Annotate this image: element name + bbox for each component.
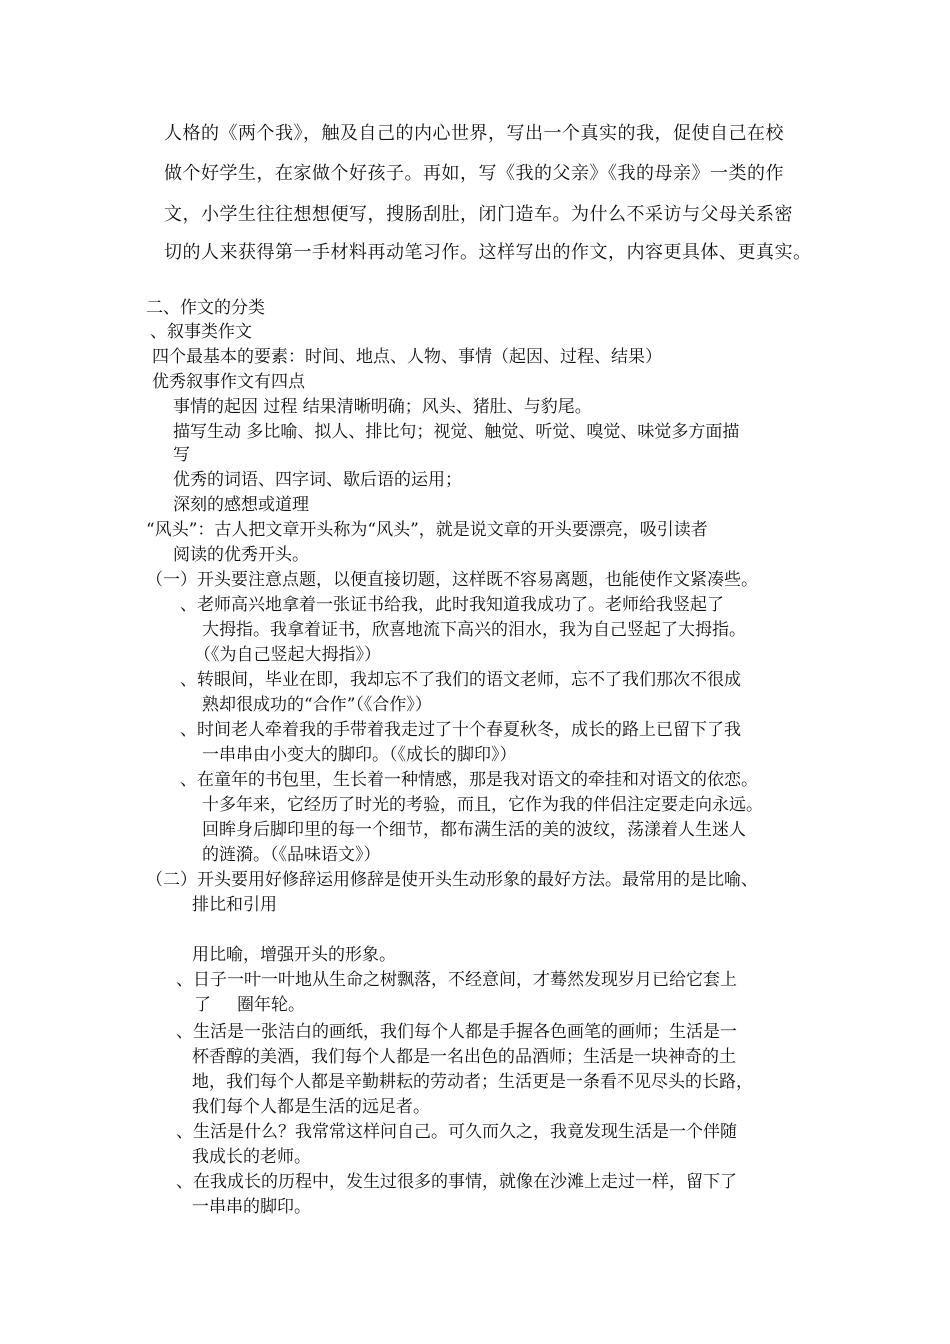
example-line: 熟却很成功的“合作”（《合作》） (202, 695, 432, 715)
point-item: 优秀的词语、四字词、歇后语的运用； (173, 470, 462, 490)
intro-line: 做个好学生，在家做个好孩子。再如，写《我的父亲》《我的母亲》一类的作 (164, 163, 784, 184)
example-line: 、转眼间，毕业在即，我却忘不了我们的语文老师，忘不了我们那次不很成 (180, 670, 741, 690)
example-line: 、日子一叶一叶地从生命之树飘落，不经意间，才蓦然发现岁月已给它套上 (176, 970, 737, 990)
example-line: 大拇指。我拿着证书，欣喜地流下高兴的泪水，我为自己竖起了大拇指。 (202, 620, 746, 640)
example-line: 一串串由小变大的脚印。（《成长的脚印》） (202, 745, 517, 765)
fengtou-line: “风头”：古人把文章开头称为“风头”，就是说文章的开头要漂亮，吸引读者 (146, 520, 708, 540)
example-line: 、时间老人牵着我的手带着我走过了十个春夏秋冬，成长的路上已留下了我 (180, 720, 741, 740)
example-line: 、生活是一张洁白的画纸，我们每个人都是手握各色画笔的画师；生活是一 (176, 1022, 737, 1042)
example-line: 杯香醇的美酒，我们每个人都是一名出色的品酒师；生活是一块神奇的土 (192, 1047, 736, 1067)
example-line: 、在我成长的历程中，发生过很多的事情，就像在沙滩上走过一样，留下了 (176, 1172, 737, 1192)
example-line: 我成长的老师。 (192, 1147, 311, 1167)
example-line: 的涟漪。（《品味语文》） (202, 845, 381, 865)
example-fragment: 了 (194, 995, 211, 1015)
example-line: 、生活是什么？我常常这样问自己。可久而久之，我竟发现生活是一个伴随 (176, 1122, 737, 1142)
example-line: 一串串的脚印。 (192, 1197, 311, 1217)
point-item: 深刻的感想或道理 (173, 495, 309, 515)
subsection-heading: 、叙事类作文 (150, 322, 252, 342)
four-points-title: 优秀叙事作文有四点 (152, 372, 305, 392)
fengtou-line: 阅读的优秀开头。 (173, 545, 309, 565)
example-line: 回眸身后脚印里的每一个细节，都布满生活的美的波纹，荡漾着人生迷人 (202, 820, 746, 840)
example-line: 我们每个人都是生活的远足者。 (192, 1097, 430, 1117)
part2-heading-cont: 排比和引用 (192, 895, 277, 915)
example-fragment: 圈年轮。 (237, 995, 305, 1015)
metaphor-title: 用比喻，增强开头的形象。 (192, 945, 396, 965)
point-item-cont: 写 (173, 445, 190, 465)
intro-line: 文，小学生往往想想便写，搜肠刮肚，闭门造车。为什么不采访与父母关系密 (164, 204, 793, 225)
part1-heading: （一）开头要注意点题，以便直接切题，这样既不容易离题，也能使作文紧凑些。 (146, 570, 758, 590)
point-item: 描写生动 多比喻、拟人、排比句；视觉、触觉、听觉、嗅觉、味觉多方面描 (173, 422, 740, 442)
example-line (194, 995, 305, 1015)
example-line: 十多年来，它经历了时光的考验，而且，它作为我的伴侣注定要走向永远。 (202, 795, 763, 815)
part2-heading: （二）开头要用好修辞运用修辞是使开头生动形象的最好方法。最常用的是比喻、 (146, 870, 758, 890)
point-item: 事情的起因 过程 结果清晰明确；风头、猪肚、与豹尾。 (173, 397, 592, 417)
example-line: 、在童年的书包里，生长着一种情感，那是我对语文的牵挂和对语文的依恋。 (180, 770, 758, 790)
example-line: 地，我们每个人都是辛勤耕耘的劳动者；生活更是一条看不见尽头的长路， (192, 1072, 753, 1092)
example-line: 、老师高兴地拿着一张证书给我，此时我知道我成功了。老师给我竖起了 (180, 595, 724, 615)
example-line: （《为自己竖起大拇指》） (194, 645, 381, 665)
intro-line: 人格的《两个我》，触及自己的内心世界，写出一个真实的我，促使自己在校 (164, 123, 784, 144)
elements-line: 四个最基本的要素：时间、地点、人物、事情（起因、过程、结果） (152, 347, 662, 367)
section-heading: 二、作文的分类 (146, 298, 265, 318)
intro-line: 切的人来获得第一手材料再动笔习作。这样写出的作文，内容更具体、更真实。 (164, 242, 812, 263)
